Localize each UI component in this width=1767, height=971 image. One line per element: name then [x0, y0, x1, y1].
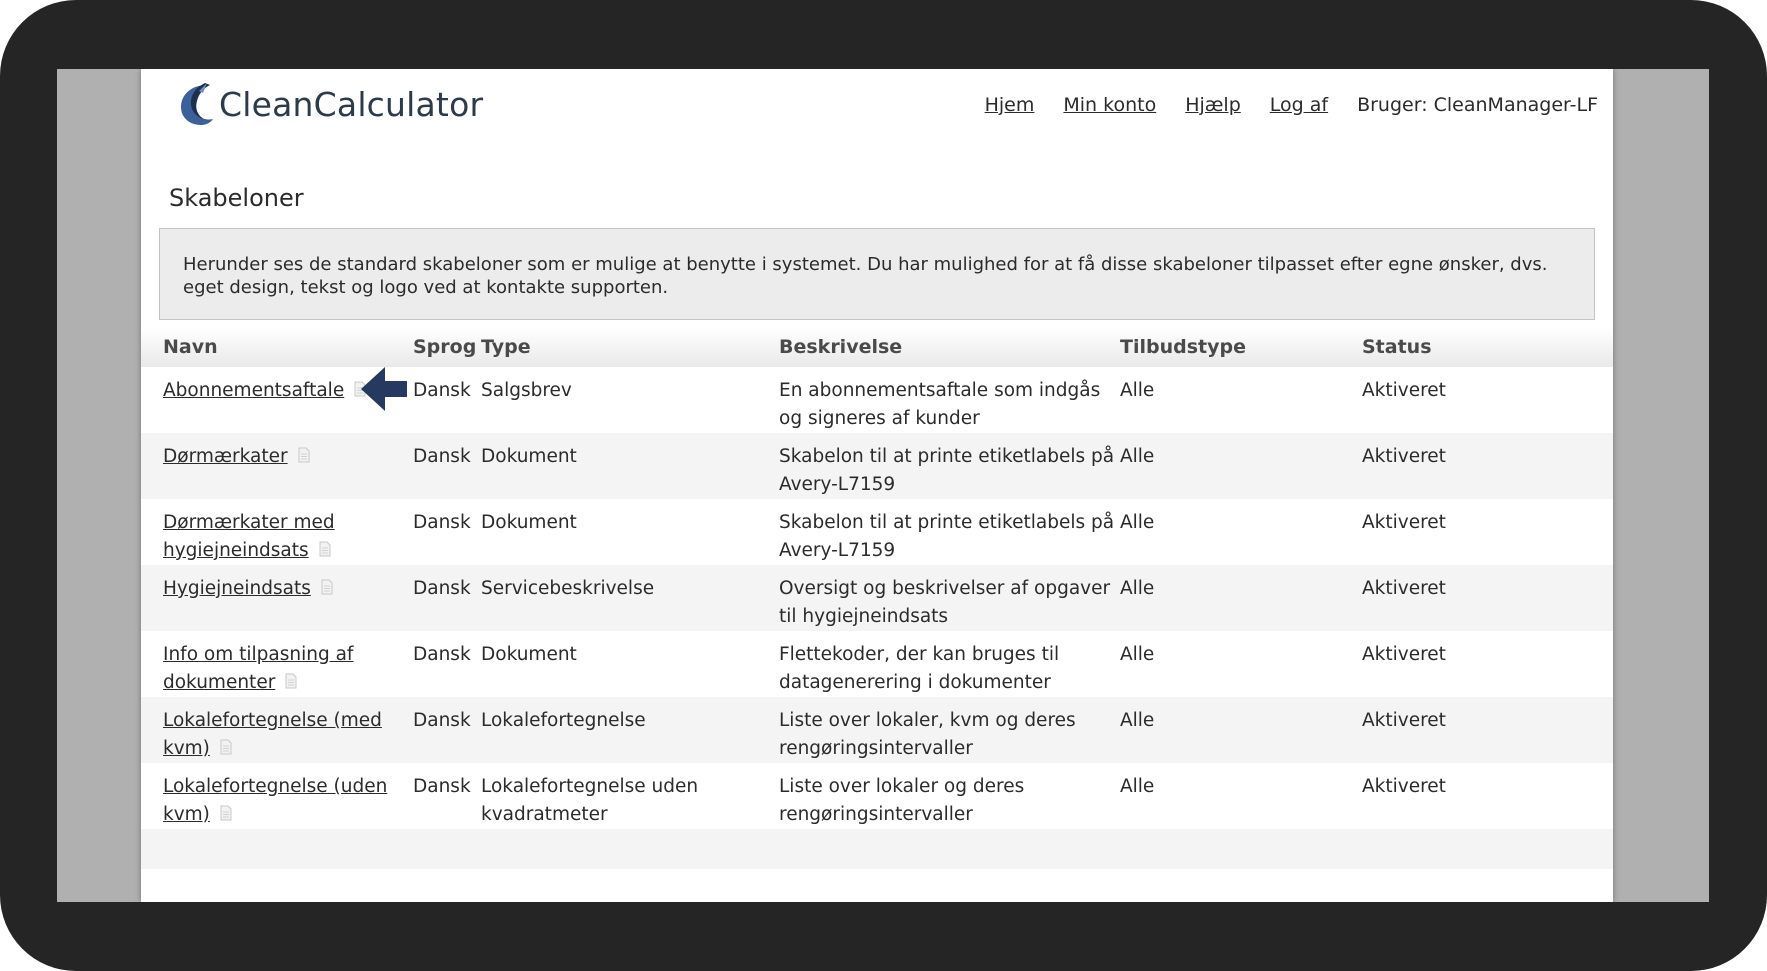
column-header-type[interactable]: Type [481, 327, 779, 367]
cell-beskrivelse: Liste over lokaler, kvm og deres rengøringsintervaller [779, 710, 1076, 759]
template-link[interactable]: Lokalefortegnelse (uden kvm) [163, 776, 388, 825]
arrow-left-icon [359, 365, 409, 413]
cell-tilbudstype: Alle [1120, 446, 1155, 467]
column-header-beskrivelse[interactable]: Beskrivelse [779, 327, 1120, 367]
cell-type: Lokalefortegnelse [481, 710, 646, 731]
cell-tilbudstype: Alle [1120, 380, 1155, 401]
cell-beskrivelse: Liste over lokaler og deres rengøringsintervaller [779, 776, 1025, 825]
cell-status: Aktiveret [1362, 776, 1446, 797]
table-row [141, 631, 1613, 697]
cell-type: Dokument [481, 512, 577, 533]
cell-sprog: Dansk [413, 710, 471, 731]
cell-status: Aktiveret [1362, 380, 1446, 401]
column-header-tilbudstype[interactable]: Tilbudstype [1120, 327, 1362, 367]
cell-tilbudstype: Alle [1120, 578, 1155, 599]
cell-sprog: Dansk [413, 380, 471, 401]
table-row-partial [141, 829, 1613, 869]
cell-tilbudstype: Alle [1120, 512, 1155, 533]
page-title: Skabeloner [169, 184, 304, 212]
table-row [141, 565, 1613, 631]
page [141, 69, 1613, 902]
cell-beskrivelse: Oversigt og beskrivelser af opgaver til hygiejneindsats [779, 578, 1111, 627]
nav-link-hjem[interactable]: Hjem [984, 94, 1035, 116]
cell-beskrivelse: Skabelon til at printe etiketlabels på Avery-L7159 [779, 446, 1115, 495]
cell-sprog: Dansk [413, 644, 471, 665]
cell-status: Aktiveret [1362, 710, 1446, 731]
cell-tilbudstype: Alle [1120, 644, 1155, 665]
table-row [141, 763, 1613, 829]
nav-link-hjaelp[interactable]: Hjælp [1185, 94, 1241, 116]
cell-sprog: Dansk [413, 446, 471, 467]
app-name: CleanCalculator [219, 84, 484, 124]
table-row [141, 697, 1613, 763]
cell-status: Aktiveret [1362, 644, 1446, 665]
cell-type: Salgsbrev [481, 380, 572, 401]
cell-status: Aktiveret [1362, 512, 1446, 533]
cell-type: Dokument [481, 644, 577, 665]
app-logo[interactable] [177, 79, 483, 129]
cell-beskrivelse: Flettekoder, der kan bruges til datagenerering i dokumenter [779, 644, 1060, 693]
table-row [141, 433, 1613, 499]
cell-type: Servicebeskrivelse [481, 578, 655, 599]
column-header-navn[interactable]: Navn [141, 327, 413, 367]
template-link[interactable]: Abonnementsaftale [163, 380, 345, 401]
template-link[interactable]: Dørmærkater [163, 446, 288, 467]
column-header-status[interactable]: Status [1362, 327, 1613, 367]
info-box: Herunder ses de standard skabeloner som er mulige at benytte i systemet. Du har mulighed for at få disse skabeloner tilpasset efter egne ønsker, dvs. eget design, tekst og logo ved at kontakte supporten. [159, 228, 1595, 320]
cell-tilbudstype: Alle [1120, 776, 1155, 797]
cell-status: Aktiveret [1362, 446, 1446, 467]
cell-type: Lokalefortegnelse uden kvadratmeter [481, 776, 699, 825]
browser-viewport [57, 69, 1709, 902]
document-icon[interactable] [298, 447, 310, 463]
document-icon[interactable] [321, 579, 333, 595]
current-user: Bruger: CleanManager-LF [1357, 94, 1598, 116]
template-link[interactable]: Hygiejneindsats [163, 578, 311, 599]
document-icon[interactable] [285, 673, 297, 689]
nav-link-min-konto[interactable]: Min konto [1063, 94, 1157, 116]
cell-type: Dokument [481, 446, 577, 467]
table-header-row [141, 327, 1613, 367]
cell-tilbudstype: Alle [1120, 710, 1155, 731]
document-icon[interactable] [220, 805, 232, 821]
cleancalculator-logo-icon [177, 81, 217, 127]
cell-sprog: Dansk [413, 512, 471, 533]
cell-beskrivelse: Skabelon til at printe etiketlabels på Avery-L7159 [779, 512, 1115, 561]
cell-status: Aktiveret [1362, 578, 1446, 599]
nav-link-log-af[interactable]: Log af [1269, 94, 1329, 116]
column-header-sprog[interactable]: Sprog [413, 327, 481, 367]
template-link[interactable]: Lokalefortegnelse (med kvm) [163, 710, 382, 759]
table-row [141, 499, 1613, 565]
template-link[interactable]: Dørmærkater med hygiejneindsats [163, 512, 335, 561]
document-icon[interactable] [319, 541, 331, 557]
cell-beskrivelse: En abonnementsaftale som indgås og signeres af kunder [779, 380, 1101, 429]
top-nav [985, 94, 1598, 116]
cell-sprog: Dansk [413, 776, 471, 797]
document-icon[interactable] [220, 739, 232, 755]
cell-sprog: Dansk [413, 578, 471, 599]
template-link[interactable]: Info om tilpasning af dokumenter [163, 644, 354, 693]
